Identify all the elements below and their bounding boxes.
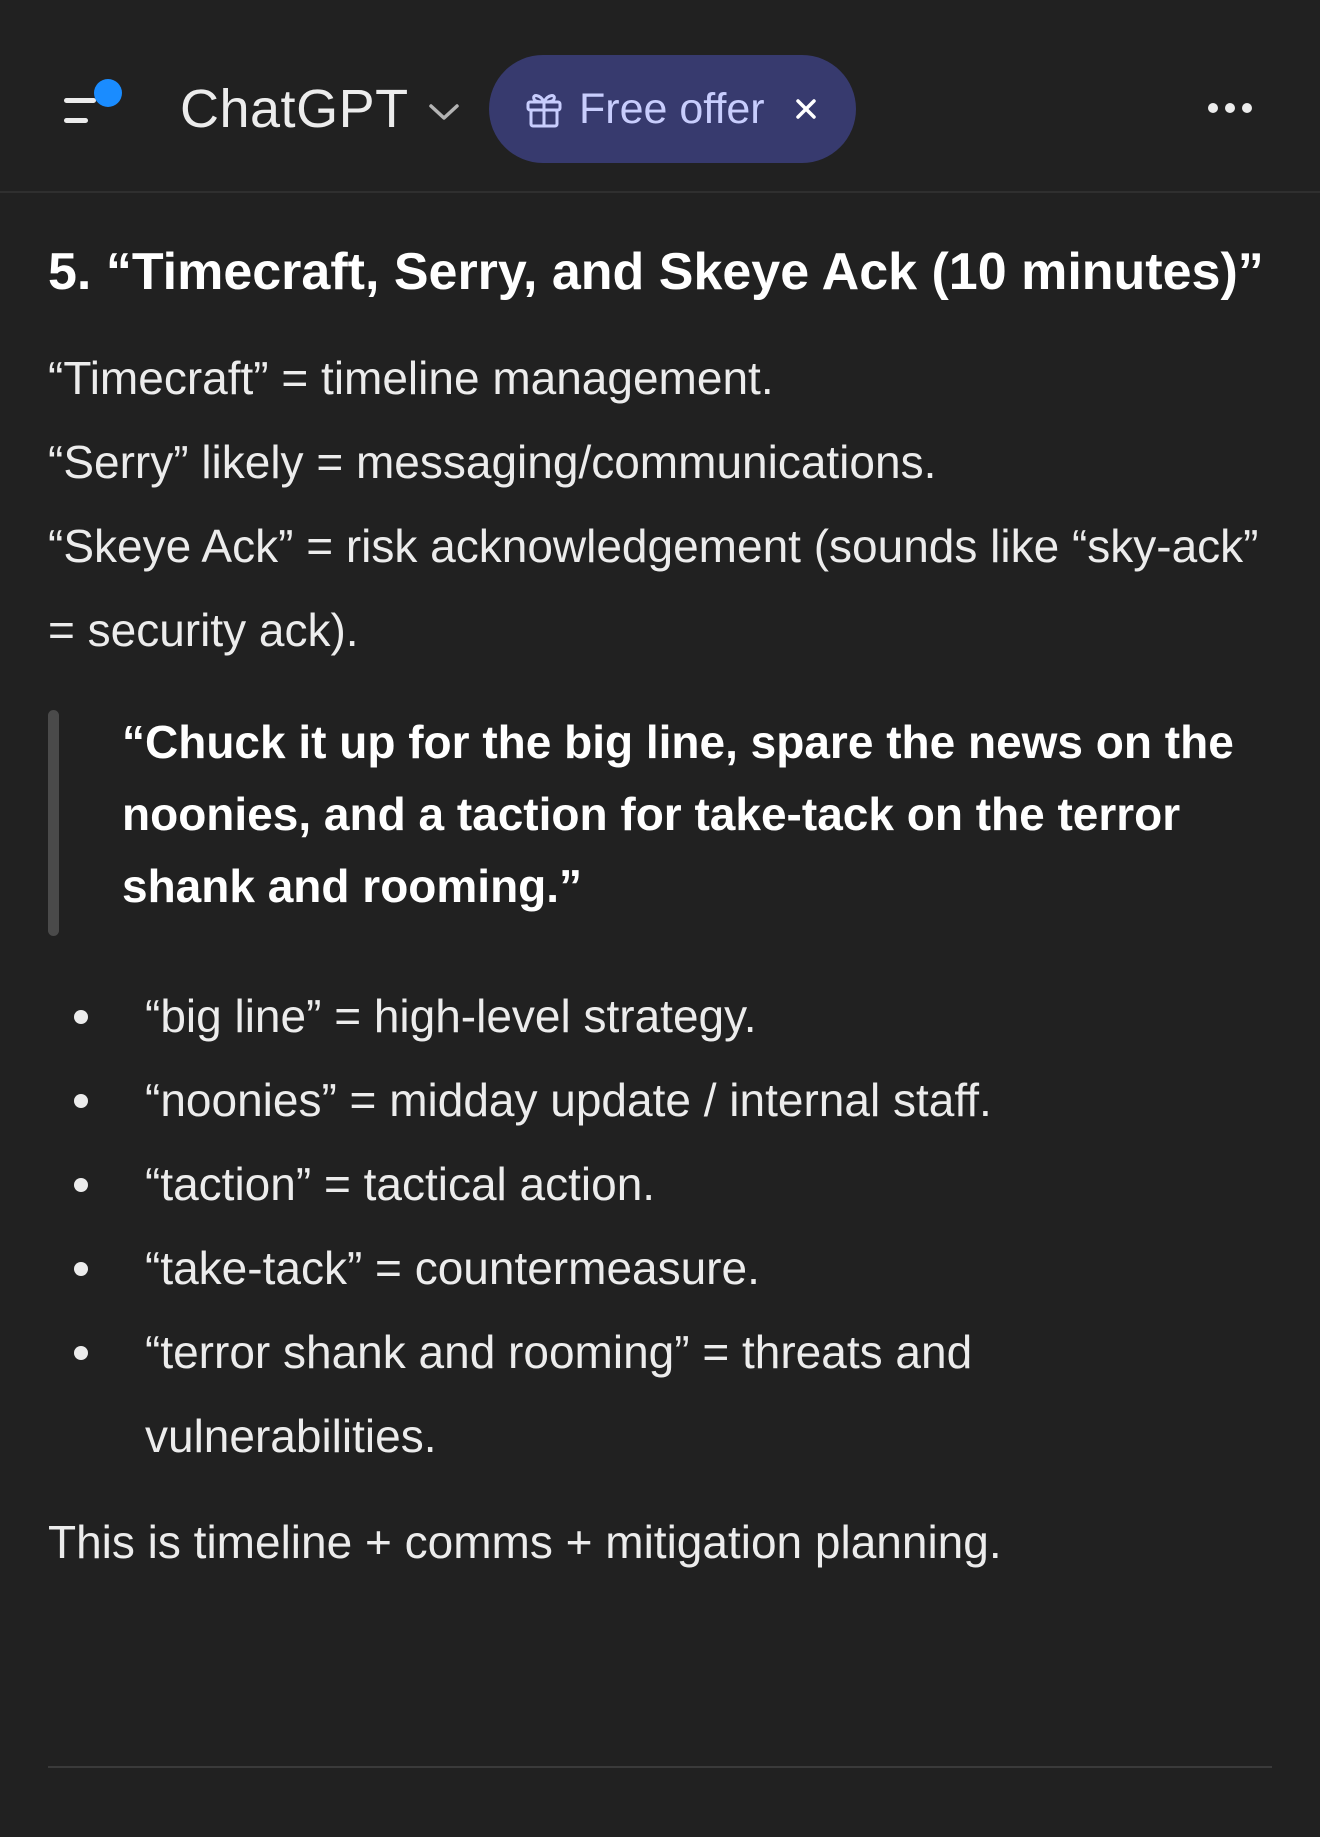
definition-skeye-ack: “Skeye Ack” = risk acknowledgement (sounds like “sky-ack” = security ack). bbox=[48, 520, 1259, 656]
gift-icon bbox=[523, 88, 565, 130]
notification-dot-icon bbox=[94, 79, 122, 107]
list-item-text: “take-tack” = countermeasure. bbox=[145, 1242, 760, 1294]
top-bar bbox=[0, 0, 1320, 193]
sidebar-menu-icon bbox=[56, 76, 130, 136]
list-item bbox=[48, 1226, 1276, 1310]
bullet-list bbox=[48, 974, 1276, 1478]
assistant-message bbox=[48, 230, 1276, 1584]
list-item-text: “taction” = tactical action. bbox=[145, 1158, 656, 1210]
bullet-dot bbox=[74, 1262, 88, 1276]
ellipsis-icon bbox=[1200, 88, 1260, 128]
list-item bbox=[48, 974, 1276, 1058]
free-offer-button[interactable] bbox=[489, 55, 856, 163]
close-icon bbox=[794, 97, 818, 121]
app-title: ChatGPT bbox=[180, 79, 409, 139]
chevron-down-icon bbox=[427, 101, 461, 123]
list-item bbox=[48, 1058, 1276, 1142]
bullet-dot bbox=[74, 1346, 88, 1360]
bullet-dot bbox=[74, 1010, 88, 1024]
quote-text: “Chuck it up for the big line, spare the news on the noonies, and a taction for take-tack on the terror shank and rooming.” bbox=[122, 716, 1234, 912]
dismiss-offer-button[interactable] bbox=[791, 94, 821, 124]
definition-serry: “Serry” likely = messaging/communications. bbox=[48, 436, 937, 488]
model-selector[interactable] bbox=[180, 72, 461, 146]
list-item-text: “big line” = high-level strategy. bbox=[145, 990, 757, 1042]
blockquote bbox=[48, 706, 1276, 922]
bullet-dot bbox=[74, 1094, 88, 1108]
section-heading: 5. “Timecraft, Serry, and Skeye Ack (10 minutes)” bbox=[48, 243, 1264, 301]
list-item-text: “noonies” = midday update / internal staff. bbox=[145, 1074, 992, 1126]
blockquote-bar bbox=[48, 710, 59, 936]
definition-timecraft: “Timecraft” = timeline management. bbox=[48, 352, 774, 404]
free-offer-label: Free offer bbox=[579, 84, 765, 133]
list-item bbox=[48, 1310, 1276, 1478]
message-divider bbox=[48, 1766, 1272, 1768]
bullet-dot bbox=[74, 1178, 88, 1192]
definition-list bbox=[48, 336, 1276, 672]
summary-text: This is timeline + comms + mitigation planning. bbox=[48, 1516, 1002, 1568]
sidebar-menu-button[interactable] bbox=[56, 76, 130, 136]
more-options-button[interactable] bbox=[1200, 88, 1260, 128]
list-item-text: “terror shank and rooming” = threats and vulnerabilities. bbox=[145, 1326, 973, 1462]
list-item bbox=[48, 1142, 1276, 1226]
